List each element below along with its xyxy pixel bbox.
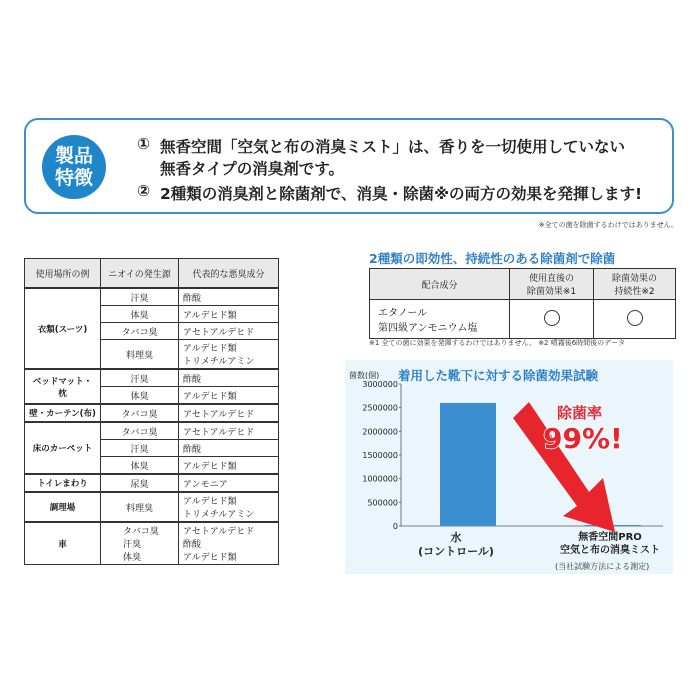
header-place: 使用場所の例 (25, 259, 101, 289)
component-cell: アセトアルデヒド (179, 323, 279, 340)
y-tick-label: 3000000 (362, 380, 398, 389)
circle-mark-icon (627, 310, 643, 326)
header-persistence: 除菌効果の 持続性※2 (594, 269, 676, 300)
source-cell: 汗臭 (101, 288, 179, 306)
persistence-cell (594, 300, 676, 339)
place-cell: 車 (25, 522, 101, 565)
immediate-cell (510, 300, 594, 339)
badge-line2: 特徴 (54, 167, 93, 189)
source-cell: タバコ臭 (101, 422, 179, 440)
table-row (370, 300, 676, 339)
x-label-0: 水 (コントロール) (418, 531, 494, 558)
header-component: 代表的な悪臭成分 (179, 259, 279, 289)
table-row (25, 492, 279, 522)
component-cell: アルデヒド類 トリメチルアミン (179, 492, 279, 522)
y-axis (362, 380, 663, 531)
table-row (25, 369, 279, 387)
feature-1-number: ① (137, 135, 151, 153)
feature-2-number: ② (137, 182, 151, 200)
y-tick-label: 500000 (367, 498, 398, 508)
place-cell: 床のカーペット (25, 422, 101, 474)
y-tick-label: 1500000 (362, 451, 398, 460)
source-cell: タバコ臭 (101, 404, 179, 422)
chart-ylabel: 菌数(個) (349, 371, 380, 380)
component-cell: アルデヒド類 (179, 387, 279, 405)
ingredient-cell: エタノール 第四級アンモニウム塩 (370, 300, 510, 339)
y-tick-label: 0 (392, 522, 398, 531)
odor-table-header (25, 259, 279, 289)
feature-note: ※全ての菌を除菌するわけではありません。 (538, 221, 678, 229)
source-cell: 料理臭 (101, 340, 179, 370)
component-cell: アルデヒド類 トリメチルアミン (179, 340, 279, 370)
component-cell: アルデヒド類 (179, 457, 279, 475)
component-cell: アンモニア (179, 474, 279, 492)
source-cell: 汗臭 (101, 369, 179, 387)
source-cell: 体臭 (101, 457, 179, 475)
component-cell: 酢酸 (179, 288, 279, 306)
header-ingredient: 配合成分 (370, 269, 510, 300)
place-cell: 調理場 (25, 492, 101, 522)
kind-table (369, 268, 676, 339)
feature-1-line1: 無香空間「空気と布の消臭ミスト」は、香りを一切使用していない (160, 138, 626, 156)
feature-badge (42, 135, 106, 199)
component-cell: アセトアルデヒド (179, 422, 279, 440)
chart-title: 着用した靴下に対する除菌効果試験 (398, 368, 599, 383)
component-cell: アセトアルデヒド (179, 404, 279, 422)
badge-line1: 製品 (54, 145, 93, 167)
odor-table (24, 258, 279, 565)
annotation-value: 99%! (543, 422, 623, 455)
source-cell: タバコ臭 汗臭 体臭 (101, 522, 179, 565)
component-cell: アセトアルデヒド 酢酸 アルデヒド類 (179, 522, 279, 565)
bar-0 (440, 403, 496, 526)
place-cell: 衣類(スーツ) (25, 288, 101, 369)
x-label-1: 無香空間PRO 空気と布の消臭ミスト (560, 532, 660, 556)
y-tick-label: 1000000 (362, 474, 398, 484)
kind-table-header (370, 269, 676, 300)
component-cell: アルデヒド類 (179, 306, 279, 323)
table-row (25, 404, 279, 422)
table-row (25, 474, 279, 492)
header-source: ニオイの発生源 (101, 259, 179, 289)
place-cell: ベッドマット・枕 (25, 369, 101, 404)
annotation-label: 除菌率 (557, 404, 603, 422)
test-note: (当社試験方法による測定) (555, 562, 650, 571)
kind-note: ※1 全ての菌に効果を発揮するわけではありません。 ※2 噴霧後6時間後のデータ (369, 339, 626, 347)
source-cell: 体臭 (101, 387, 179, 405)
source-cell: タバコ臭 (101, 323, 179, 340)
source-cell: 尿臭 (101, 474, 179, 492)
y-tick-label: 2000000 (362, 427, 398, 437)
source-cell: 体臭 (101, 306, 179, 323)
component-cell: 酢酸 (179, 369, 279, 387)
feature-2-line1: 2種類の消臭剤と除菌剤で、消臭・除菌※の両方の効果を発揮します! (160, 185, 643, 203)
place-cell: 壁・カーテン(布) (25, 404, 101, 422)
table-row (25, 522, 279, 565)
source-cell: 汗臭 (101, 440, 179, 457)
kind-section-title: 2種類の即効性、持続性のある除菌剤で除菌 (369, 251, 616, 266)
source-cell: 料理臭 (101, 492, 179, 522)
circle-mark-icon (544, 310, 560, 326)
feature-1-line2: 無香タイプの消臭剤です。 (160, 160, 344, 178)
table-row (25, 422, 279, 440)
place-cell: トイレまわり (25, 474, 101, 492)
component-cell: 酢酸 (179, 440, 279, 457)
table-row (25, 288, 279, 306)
header-immediate: 使用直後の 除菌効果※1 (510, 269, 594, 300)
y-tick-label: 2500000 (362, 403, 398, 413)
